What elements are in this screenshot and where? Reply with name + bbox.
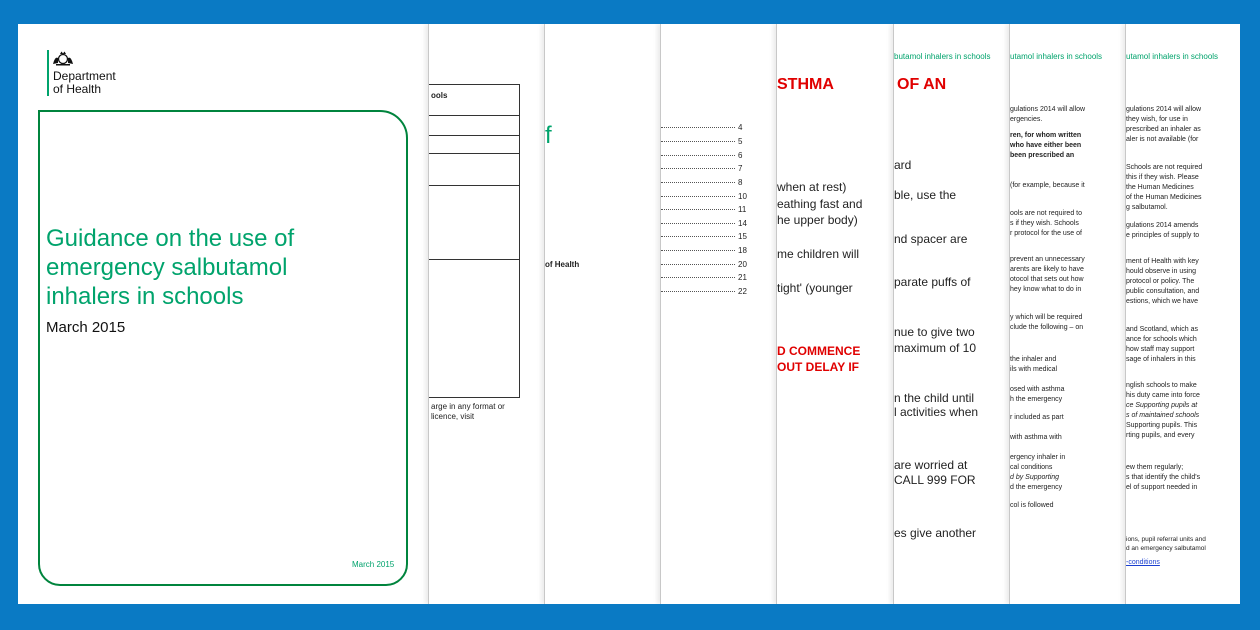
- body-line: estions, which we have: [1126, 298, 1198, 305]
- body-line: d by Supporting: [1010, 474, 1060, 481]
- body-line: d an emergency salbutamol: [1126, 545, 1206, 552]
- box-divider: [429, 185, 519, 186]
- body-line: of the Human Medicines: [1126, 194, 1202, 201]
- toc-row: [661, 246, 747, 255]
- toc-page-number: 15: [738, 232, 747, 241]
- page-5: [776, 24, 894, 604]
- toc-page-number: 10: [738, 192, 747, 201]
- cover-page: [18, 24, 428, 604]
- body-line: ren, for whom written: [1010, 132, 1082, 139]
- body-line: are worried at: [894, 458, 968, 472]
- body-line: with asthma with: [1010, 434, 1062, 441]
- dept-line-1: Department: [53, 69, 116, 83]
- page-3: [544, 24, 661, 604]
- section-heading: STHMA: [777, 76, 834, 93]
- body-line: r included as part: [1010, 414, 1064, 421]
- title-line-2: emergency salbutamol: [46, 254, 288, 281]
- body-line: gulations 2014 will allow: [1126, 106, 1202, 113]
- toc-page-number: 4: [738, 123, 743, 132]
- toc-page-number: 6: [738, 151, 743, 160]
- body-line: n the child until: [894, 391, 975, 405]
- body-line: osed with asthma: [1010, 386, 1065, 393]
- toc-page-number: 5: [738, 137, 743, 146]
- body-line: clude the following – on: [1010, 324, 1084, 331]
- box-divider: [429, 153, 519, 154]
- body-line: hould observe in using: [1126, 268, 1197, 275]
- page-8: [1125, 24, 1240, 604]
- body-line: hey know what to do in: [1010, 286, 1082, 293]
- body-line: CALL 999 FOR: [894, 473, 976, 487]
- box-divider: [429, 115, 519, 116]
- body-line: (for example, because it: [1010, 182, 1085, 189]
- body-line: nue to give two: [894, 325, 975, 339]
- body-line: when at rest): [777, 180, 847, 194]
- body-line: the Human Medicines: [1126, 184, 1194, 191]
- body-line: s of maintained schools: [1126, 412, 1200, 419]
- title-line-3: inhalers in schools: [46, 283, 244, 310]
- body-line: how staff may support: [1126, 346, 1195, 353]
- dept-label: of Health: [545, 260, 580, 269]
- body-line: public consultation, and: [1126, 288, 1200, 295]
- body-line: ergency inhaler in: [1010, 454, 1066, 461]
- box-divider: [429, 259, 519, 260]
- body-line: and Scotland, which as: [1126, 326, 1198, 333]
- body-line: sage of inhalers in this: [1126, 356, 1196, 363]
- body-line: es give another: [894, 526, 977, 540]
- toc-row: [661, 219, 747, 228]
- body-line: el of support needed in: [1126, 484, 1198, 491]
- cover-date-small: March 2015: [352, 560, 395, 569]
- body-line: Schools are not required: [1126, 164, 1203, 171]
- document-collage: [18, 24, 1240, 604]
- cover-date: March 2015: [46, 319, 126, 336]
- contents-page: [660, 24, 777, 604]
- dept-accent-bar: [47, 50, 49, 96]
- page-7: [1009, 24, 1126, 604]
- body-line: maximum of 10: [894, 341, 977, 355]
- body-line: his duty came into force: [1126, 392, 1200, 399]
- body-line: ions, pupil referral units and: [1126, 536, 1206, 543]
- title-fragment: f: [545, 122, 552, 149]
- box-heading: ools: [431, 91, 448, 100]
- running-header: utamol inhalers in schools: [1010, 52, 1103, 61]
- body-line: ard: [894, 158, 912, 172]
- toc-row: [661, 123, 742, 132]
- body-line: gulations 2014 will allow: [1010, 106, 1086, 113]
- toc-row: [661, 192, 747, 201]
- toc-row: [661, 205, 746, 214]
- toc-page-number: 14: [738, 219, 747, 228]
- footer-line-2: licence, visit: [431, 412, 475, 421]
- body-line: been prescribed an: [1010, 152, 1075, 159]
- toc-row: [661, 137, 742, 146]
- body-line: h the emergency: [1010, 396, 1063, 403]
- toc-page-number: 18: [738, 246, 747, 255]
- body-line: y which will be required: [1010, 314, 1083, 321]
- body-line: s that identify the child's: [1126, 474, 1201, 481]
- page-title: [46, 224, 294, 311]
- footer-line-1: arge in any format or: [431, 402, 505, 411]
- body-line: aler is not available (for: [1126, 136, 1199, 143]
- title-line-1: Guidance on the use of: [46, 225, 295, 252]
- running-header: butamol inhalers in schools: [894, 52, 991, 61]
- body-line: g salbutamol.: [1126, 204, 1168, 211]
- body-line: they wish, for use in: [1126, 116, 1188, 123]
- body-line: me children will: [777, 247, 860, 261]
- body-line: nd spacer are: [894, 232, 968, 246]
- body-line: nglish schools to make: [1126, 382, 1197, 389]
- royal-crest-icon: [52, 50, 74, 66]
- cover-panel: [38, 110, 408, 586]
- conditions-link[interactable]: -conditions: [1126, 559, 1160, 566]
- body-line: parate puffs of: [894, 275, 971, 289]
- body-line: ce Supporting pupils at: [1126, 402, 1198, 409]
- body-line: r protocol for the use of: [1010, 230, 1082, 237]
- body-line: ils with medical: [1010, 366, 1058, 373]
- toc-row: [661, 164, 742, 173]
- body-line: s if they wish. Schools: [1010, 220, 1079, 227]
- body-line: e principles of supply to: [1126, 232, 1200, 239]
- body-line: rting pupils, and every: [1126, 432, 1195, 439]
- box-divider: [429, 135, 519, 136]
- body-line: prescribed an inhaler as: [1126, 126, 1201, 133]
- toc-page-number: 20: [738, 260, 747, 269]
- body-line: arents are likely to have: [1010, 266, 1084, 273]
- body-line: Supporting pupils. This: [1126, 422, 1198, 429]
- body-line: this if they wish. Please: [1126, 174, 1199, 181]
- body-line: otocol that sets out how: [1010, 276, 1084, 283]
- body-line: d the emergency: [1010, 484, 1063, 491]
- running-header: utamol inhalers in schools: [1126, 52, 1219, 61]
- toc-page-number: 21: [738, 273, 747, 282]
- toc-row: [661, 260, 747, 269]
- toc-row: [661, 151, 742, 160]
- toc-page-number: 7: [738, 164, 743, 173]
- toc-page-number: 22: [738, 287, 747, 296]
- warning-line: D COMMENCE: [777, 344, 861, 358]
- body-line: ew them regularly;: [1126, 464, 1184, 471]
- body-line: col is followed: [1010, 502, 1054, 509]
- body-line: gulations 2014 amends: [1126, 222, 1199, 229]
- body-line: he upper body): [777, 213, 858, 227]
- toc-row: [661, 178, 742, 187]
- body-line: prevent an unnecessary: [1010, 256, 1085, 263]
- body-line: protocol or policy. The: [1126, 278, 1195, 285]
- page-6: [893, 24, 1010, 604]
- body-line: the inhaler and: [1010, 356, 1057, 363]
- page-2: [428, 24, 545, 604]
- body-line: ools are not required to: [1010, 210, 1082, 217]
- toc-page-number: 8: [738, 178, 743, 187]
- section-heading: OF AN: [897, 76, 947, 93]
- toc-row: [661, 232, 747, 241]
- warning-line: OUT DELAY IF: [777, 360, 860, 374]
- toc-page-number: 11: [738, 205, 747, 214]
- body-line: eathing fast and: [777, 197, 863, 211]
- body-line: ance for schools which: [1126, 336, 1197, 343]
- body-line: ment of Health with key: [1126, 258, 1199, 265]
- dept-line-2: of Health: [53, 82, 102, 96]
- info-box: [429, 84, 520, 398]
- department-logo-text: [53, 70, 116, 96]
- toc-row: [661, 287, 747, 296]
- body-line: ble, use the: [894, 188, 957, 202]
- body-line: l activities when: [894, 405, 979, 419]
- toc-row: [661, 273, 747, 282]
- body-line: tight' (younger: [777, 281, 853, 295]
- body-line: who have either been: [1010, 142, 1082, 149]
- body-line: cal conditions: [1010, 464, 1053, 471]
- body-line: ergencies.: [1010, 116, 1043, 123]
